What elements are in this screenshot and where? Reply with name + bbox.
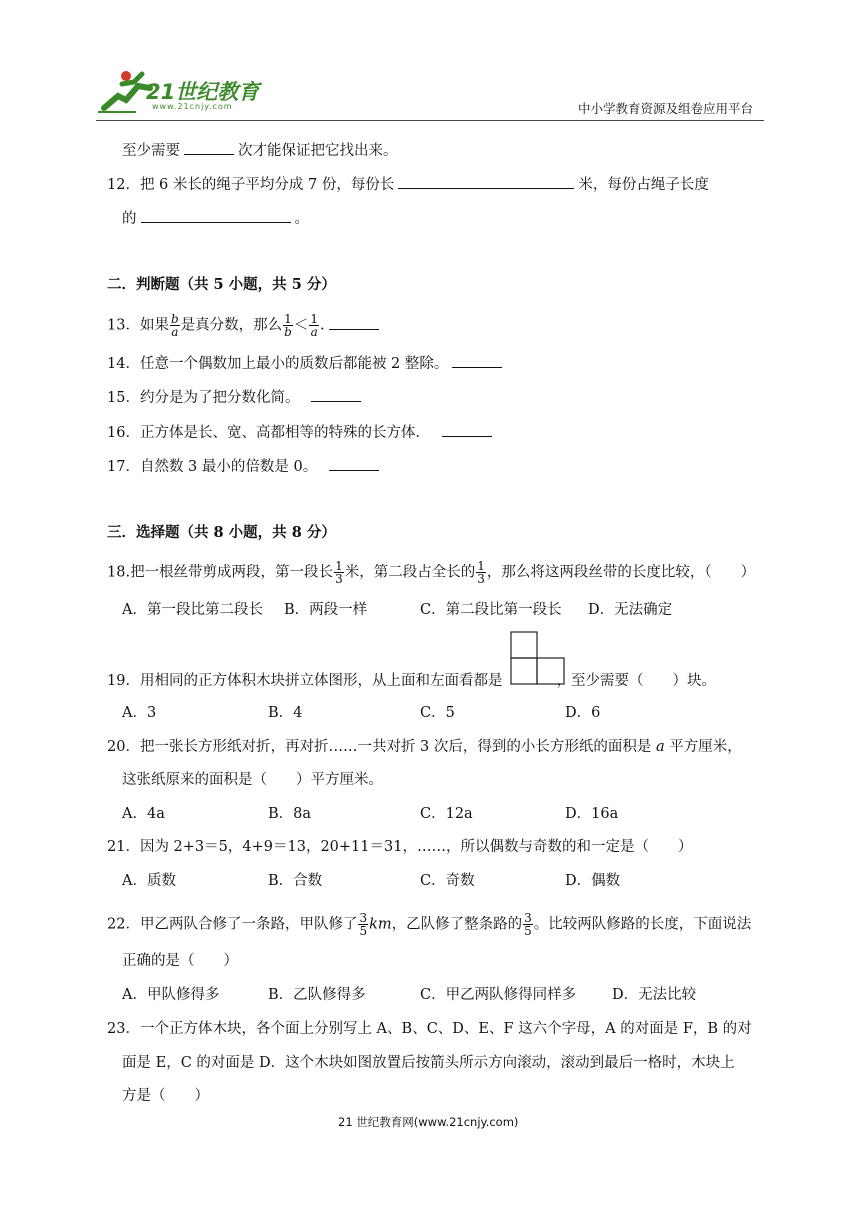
question-23: 23．一个正方体木块，各个面上分别写上 A、B、C、D、E、F 这六个字母，A 的对面是 F，B 的对 — [107, 1021, 752, 1037]
q19-option-d: D．6 — [565, 705, 601, 721]
q19-option-a: A．3 — [122, 705, 157, 721]
logo-text: 21世纪教育 — [146, 80, 260, 104]
question-17: 17．自然数 3 最小的倍数是 0。 — [107, 456, 383, 477]
q18-option-d: D．无法确定 — [588, 602, 673, 618]
view-figure-icon — [510, 631, 566, 685]
q22-option-d: D．无法比较 — [612, 987, 697, 1003]
q20-option-d: D．16a — [565, 806, 619, 822]
question-21: 21．因为 2+3＝5，4+9＝13，20+11＝31，……，所以偶数与奇数的和一定是（ ） — [107, 839, 693, 855]
header-right-text: 中小学教育资源及组卷应用平台 — [578, 101, 754, 116]
header-logo — [96, 68, 266, 116]
q11-tail: 至少需要 次才能保证把它找出来。 — [122, 140, 398, 161]
question-20: 20．把一张长方形纸对折，再对折……一共对折 3 次后，得到的小长方形纸的面积是 a 平方厘米， — [107, 739, 742, 755]
q20-option-b: B．8a — [268, 806, 312, 822]
q20-option-c: C．12a — [420, 806, 473, 822]
question-23-line2: 面是 E，C 的对面是 D．这个木块如图放置后按箭头所示方向滚动，滚动到最后一格时，木块上 — [122, 1055, 735, 1071]
q22-option-c: C．甲乙两队修得同样多 — [420, 987, 577, 1003]
question-12-cont: 的 。 — [122, 208, 309, 229]
question-19: 19．用相同的正方体积木块拼立体图形，从上面和左面看都是 ，至少需要（ ）块。 — [107, 673, 716, 689]
question-22-cont: 正确的是（ ） — [122, 953, 238, 969]
q21-option-b: B．合数 — [268, 873, 323, 889]
q18-option-a: A．第一段比第二段长 — [122, 602, 263, 618]
question-16: 16．正方体是长、宽、高都相等的特殊的长方体． — [107, 422, 496, 443]
question-23-line3: 方是（ ） — [122, 1088, 209, 1104]
logo-url: www.21cnjy.com — [152, 102, 233, 111]
question-15: 15．约分是为了把分数化简。 — [107, 387, 365, 408]
page-footer: 21 世纪教育网(www.21cnjy.com) — [338, 1115, 519, 1129]
question-18: 18.把一根丝带剪成两段，第一段长 $\frac{1}{3}$ 米，第二段占全长的 $\frac{1}{3}$ ，那么将这两段丝带的长度比较，（ ） — [107, 559, 756, 586]
question-22: 22．甲乙两队合修了一条路，甲队修了 $\frac{3}{5}$ km，乙队修了整条路的 $\frac{3}{5}$ 。比较两队修路的长度，下面说法 — [107, 911, 752, 938]
q21-option-a: A．质数 — [122, 873, 176, 889]
q19-option-c: C．5 — [420, 705, 455, 721]
q18-option-c: C．第二段比第一段长 — [420, 602, 562, 618]
section-3-title: 三．选择题（共 8 小题，共 8 分） — [107, 524, 336, 541]
question-13: 13．如果 $\frac{b}{a}$ 是真分数，那么 $\frac{1}{b}$ ＜ $\frac{1}{a}$ . — [107, 313, 383, 338]
q21-option-d: D．偶数 — [565, 873, 621, 889]
q20-option-a: A．4a — [122, 806, 165, 822]
q22-option-b: B．乙队修得多 — [268, 987, 366, 1003]
q22-option-a: A．甲队修得多 — [122, 987, 220, 1003]
q21-option-c: C．奇数 — [420, 873, 475, 889]
section-2-title: 二．判断题（共 5 小题，共 5 分） — [107, 276, 336, 293]
q19-option-b: B．4 — [268, 705, 303, 721]
q18-option-b: B．两段一样 — [284, 602, 368, 618]
question-20-cont: 这张纸原来的面积是（ ）平方厘米。 — [122, 772, 383, 788]
question-12: 12．把 6 米长的绳子平均分成 7 份，每份长 米，每份占绳子长度 — [107, 174, 709, 195]
header-rule — [96, 120, 764, 121]
question-14: 14．任意一个偶数加上最小的质数后都能被 2 整除。 — [107, 353, 506, 374]
